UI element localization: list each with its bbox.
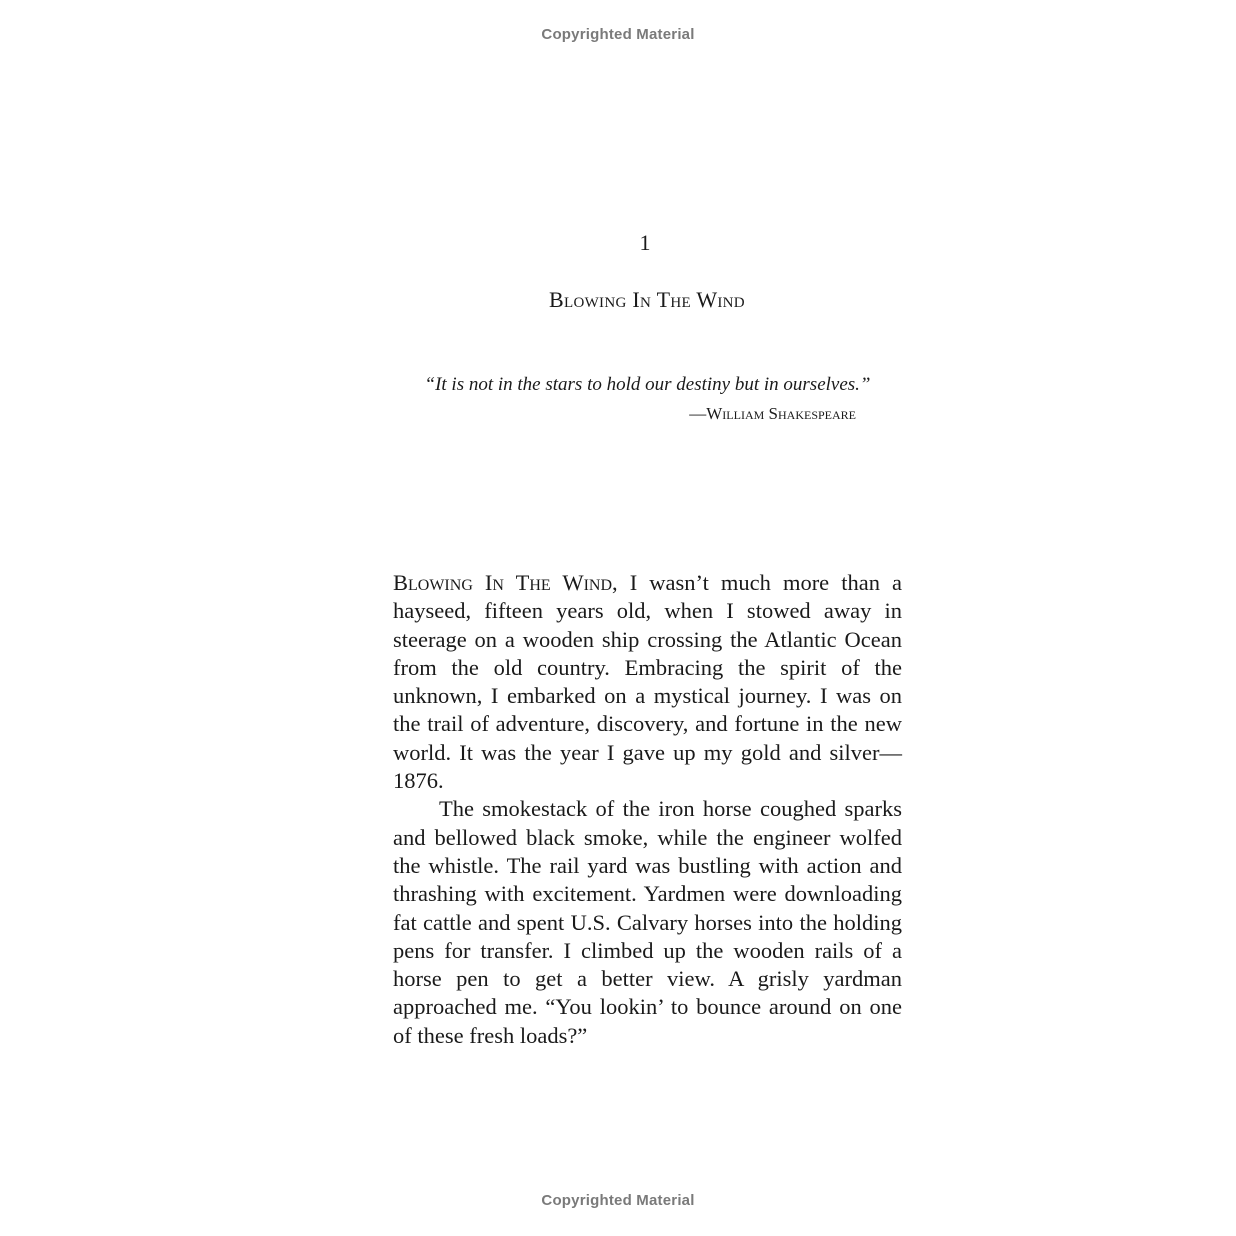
epigraph-attribution: —William Shakespeare: [689, 404, 856, 423]
body-lead-in: Blowing In The Wind: [393, 570, 613, 595]
body-paragraph: [393, 569, 902, 795]
body-paragraph: The smokestack of the iron horse coughed sparks and bellowed black smoke, while the engineer wolfed the whistle. The rail yard was bustling with action and thrashing with excitement. Yardmen were downloading fat cattle and spent U.S. Calvary horses into the holding pens for transfer. I climbed up the wooden rails of a horse pen to get a better view. A grisly yardman approached me. “You lookin’ to bounce around on one of these fresh loads?”: [393, 796, 902, 1048]
epigraph-quote: “It is not in the stars to hold our destiny but in ourselves.”: [424, 374, 871, 395]
copyright-watermark-top: Copyrighted Material: [541, 26, 695, 43]
chapter-body: [393, 569, 902, 1050]
chapter-title: Blowing In The Wind: [549, 287, 745, 312]
copyright-watermark-bottom: Copyrighted Material: [541, 1192, 695, 1209]
chapter-number: 1: [639, 230, 651, 255]
body-paragraph-text: , I wasn’t much more than a hayseed, fifteen years old, when I stowed away in steerage on a wooden ship crossing the Atlantic Ocean from the old country. Embracing the spirit of the unknown, I embarked on a mystical journey. I was on the trail of adventure, discovery, and fortune in the new world. It was the year I gave up my gold and silver—1876.: [393, 570, 903, 794]
